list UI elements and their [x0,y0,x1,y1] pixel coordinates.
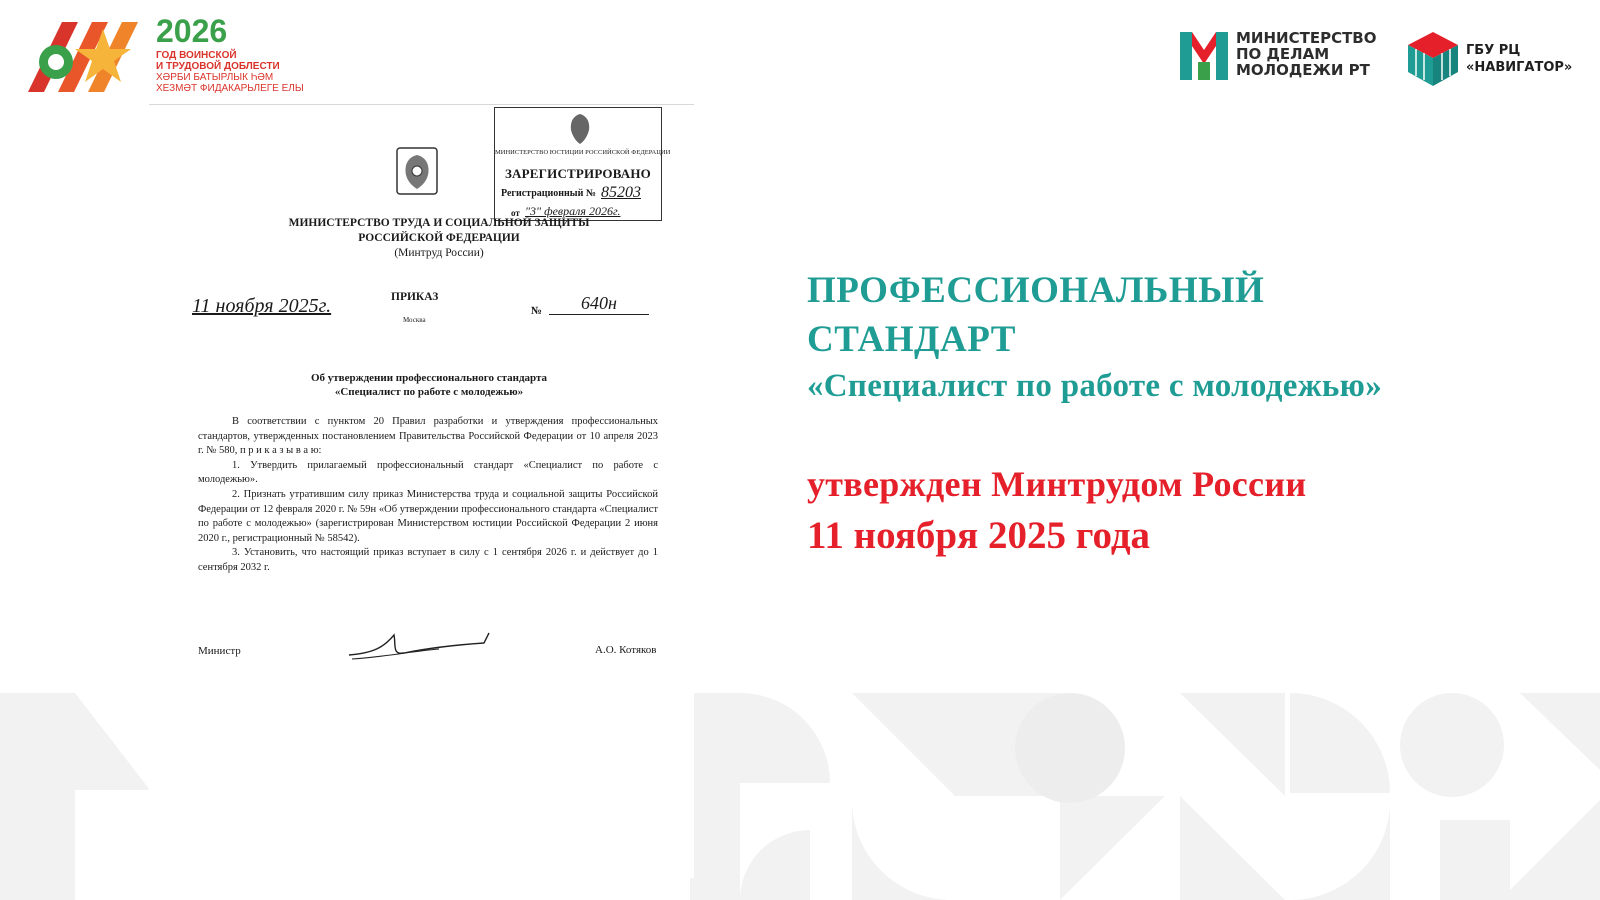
logo-text-line: МОЛОДЕЖИ РТ [1236,61,1370,79]
order-body [198,415,658,576]
logo-text-line: МИНИСТЕРСТВО [1236,29,1377,47]
navigator-cube-icon [1408,32,1458,86]
ministry-youth-affairs-logo [1180,30,1380,86]
logo-text-line: ХӘРБИ БАТЫРЛЫК ҺӘМ [156,72,274,83]
standard-name: «Специалист по работе с молодежью» [807,368,1383,404]
ministry-logo-text [1236,30,1377,78]
stamp-registered-text: ЗАРЕГИСТРИРОВАНО [505,166,651,181]
order-subject: Об утверждении профессионального стандарта [310,372,548,384]
logo-text-line: ГОД ВОИНСКОЙ [156,50,237,61]
ministry-m-emblem-icon [1180,32,1228,80]
logo-text-line: ХЕЗМӘТ ФИДАКАРЬЛЕГЕ ЕЛЫ [156,83,304,94]
order-number: 640н [549,293,649,315]
logo-text-line: И ТРУДОВОЙ ДОБЛЕСТИ [156,61,280,72]
signer-name: А.О. Котяков [595,644,657,656]
stamp-emblem-icon [565,112,595,146]
stamp-reg-number: 85203 [601,184,641,201]
standard-heading-cont: СТАНДАРТ [807,319,1016,360]
order-number-label: № [531,305,543,317]
stamp-reg-date: "3" февраля 2026г. [525,204,621,218]
navigator-logo [1408,32,1588,88]
registration-stamp [494,107,671,221]
order-paragraph: 3. Установить, что настоящий приказ вступает в силу с 1 сентября 2026 г. и действует до 1 сентября 2032 г. [198,547,658,573]
stamp-from-label: от [511,208,520,218]
logo-text-line: «НАВИГАТОР» [1466,60,1573,75]
stamp-ministry-text: МИНИСТЕРСТВО ЮСТИЦИИ РОССИЙСКОЙ ФЕДЕРАЦИИ [495,149,671,156]
order-paragraph: В соответствии с пунктом 20 Правил разработки и утверждения профессиональных стандартов, утвержденных постановлением Правительства Российской Федерации от 10 апреля 2023 г. № 580, п р и к а з ы в а ю: [198,416,658,457]
order-paragraph: 2. Признать утратившим силу приказ Министерства труда и социальной защиты Российской Федерации от 12 февраля 2020 г. № 59н «Об утверждении профессионального стандарта «Специалист по работе с молодежью» (зарегистрирован Министерством юстиции Российской Федерации 2 июня 2020 г., регистрационный № 58542). [198,488,658,544]
order-city: Москва [403,316,426,324]
document-org-name-cont: РОССИЙСКОЙ ФЕДЕРАЦИИ [358,232,520,244]
standard-heading: ПРОФЕССИОНАЛЬНЫЙ [807,270,1265,311]
document-org-short-name: (Минтруд России) [394,247,484,259]
logo-text-line: ГБУ РЦ [1466,43,1521,58]
star-gear-emblem-icon [18,14,153,92]
approval-date: 11 ноября 2025 года [807,514,1151,557]
signature-icon [344,625,504,665]
approval-statement: утвержден Минтрудом России [807,464,1307,504]
year-number: 2026 [156,13,228,49]
signer-title: Министр [198,645,241,657]
coat-of-arms-emblem-icon [394,145,440,197]
order-date: 11 ноября 2025г. [192,295,332,317]
stamp-reg-number-label: Регистрационный № [501,188,596,199]
navigator-logo-text [1466,42,1572,76]
scanned-order-document [149,104,694,878]
logo-text-line: ПО ДЕЛАМ [1236,45,1330,63]
document-org-name: МИНИСТЕРСТВО ТРУДА И СОЦИАЛЬНОЙ ЗАЩИТЫ [288,217,590,229]
order-title: ПРИКАЗ [391,291,439,303]
order-subject-standard-name: «Специалист по работе с молодежью» [334,386,524,398]
order-paragraph: 1. Утвердить прилагаемый профессиональный стандарт «Специалист по работе с молодежью». [198,459,658,486]
year-of-military-labor-valor-logo [18,14,318,94]
